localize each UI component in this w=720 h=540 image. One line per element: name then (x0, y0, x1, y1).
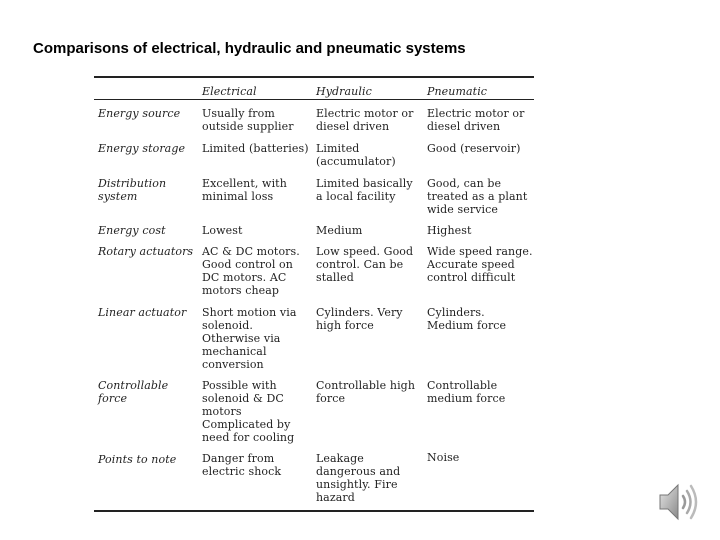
cell-energy-storage-pneumatic: Good (reservoir) (427, 142, 521, 155)
cell-rotary-hydraulic: Low speed. Good control. Can be stalled (316, 245, 414, 284)
row-label-energy-source: Energy source (98, 107, 181, 120)
cell-energy-source-hydraulic: Electric motor or diesel driven (316, 107, 414, 133)
cell-force-hydraulic: Controllable high force (316, 379, 416, 405)
cell-rotary-pneumatic: Wide speed range. Accurate speed control difficult (427, 245, 533, 284)
row-label-energy-storage: Energy storage (98, 142, 186, 155)
row-label-controllable-force: Controllable force (98, 379, 169, 405)
cell-energy-cost-hydraulic: Medium (316, 224, 363, 237)
cell-linear-pneumatic: Cylinders. Medium force (427, 306, 507, 332)
header-hydraulic: Hydraulic (316, 85, 372, 98)
cell-force-electrical: Possible with solenoid & DC motors Complicated by need for cooling (202, 379, 295, 444)
row-label-rotary-actuators: Rotary actuators (98, 245, 194, 258)
cell-energy-storage-electrical: Limited (batteries) (202, 142, 309, 155)
slide-title: Comparisons of electrical, hydraulic and pneumatic systems (33, 40, 466, 57)
row-label-points-to-note: Points to note (98, 453, 177, 466)
cell-force-pneumatic: Controllable medium force (427, 379, 506, 405)
cell-linear-hydraulic: Cylinders. Very high force (316, 306, 403, 332)
row-label-linear-actuator: Linear actuator (98, 306, 187, 319)
cell-energy-source-electrical: Usually from outside supplier (202, 107, 294, 133)
table-top-rule (94, 76, 534, 78)
cell-distribution-electrical: Excellent, with minimal loss (202, 177, 287, 203)
header-electrical: Electrical (202, 85, 257, 98)
cell-energy-cost-pneumatic: Highest (427, 224, 472, 237)
speaker-icon[interactable] (656, 479, 706, 525)
cell-rotary-electrical: AC & DC motors. Good control on DC motors. AC motors cheap (202, 245, 300, 297)
cell-distribution-pneumatic: Good, can be treated as a plant wide service (427, 177, 528, 216)
cell-distribution-hydraulic: Limited basically a local facility (316, 177, 413, 203)
cell-notes-hydraulic: Leakage dangerous and unsightly. Fire hazard (316, 452, 401, 504)
header-pneumatic: Pneumatic (427, 85, 488, 98)
cell-notes-electrical: Danger from electric shock (202, 452, 282, 478)
cell-energy-source-pneumatic: Electric motor or diesel driven (427, 107, 525, 133)
table-header-rule (94, 99, 534, 100)
table-bottom-rule (94, 510, 534, 512)
cell-notes-pneumatic: Noise (427, 451, 460, 464)
cell-linear-electrical: Short motion via solenoid. Otherwise via mechanical conversion (202, 306, 297, 371)
row-label-energy-cost: Energy cost (98, 224, 166, 237)
row-label-distribution-system: Distribution system (98, 177, 167, 203)
cell-energy-cost-electrical: Lowest (202, 224, 243, 237)
cell-energy-storage-hydraulic: Limited (accumulator) (316, 142, 396, 168)
